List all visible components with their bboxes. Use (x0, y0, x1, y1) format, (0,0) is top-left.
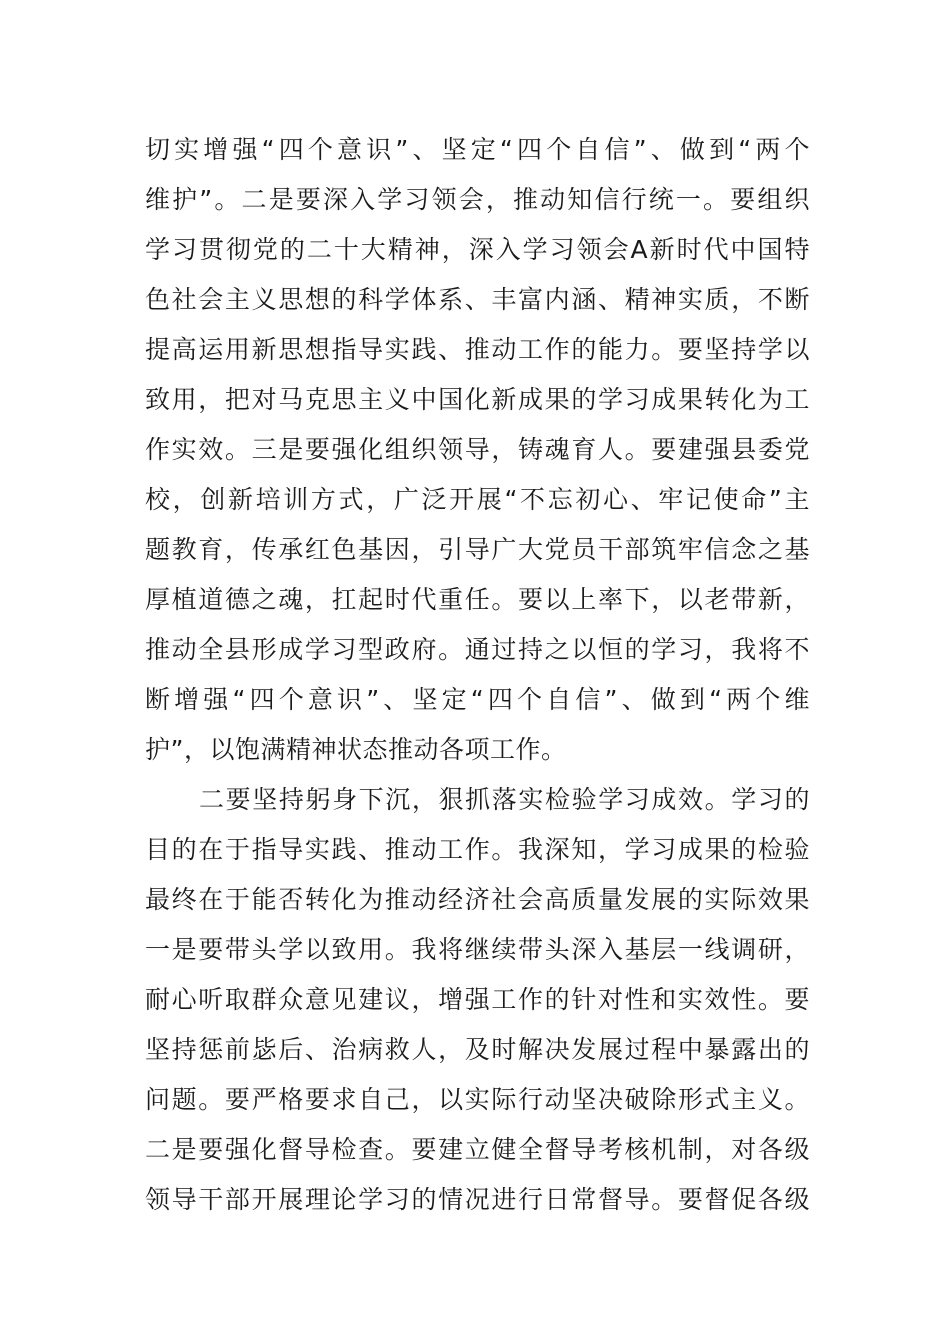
text-line: 题教育，传承红色基因，引导广大党员干部筑牢信念之基 (145, 535, 810, 564)
text-line: 作实效。三是要强化组织领导，铸魂育人。要建强县委党 (145, 435, 810, 464)
text-line: 校，创新培训方式，广泛开展“不忘初心、牢记使命”主 (145, 485, 810, 514)
text-line: 学习贯彻党的二十大精神，深入学习领会A新时代中国特 (145, 235, 810, 264)
paragraph-start-line: 二要坚持躬身下沉，狠抓落实检验学习成效。学习的 (199, 785, 810, 814)
text-line: 切实增强“四个意识”、坚定“四个自信”、做到“两个 (145, 135, 810, 164)
text-line: 领导干部开展理论学习的情况进行日常督导。要督促各级 (145, 1185, 810, 1214)
text-line: 问题。要严格要求自己，以实际行动坚决破除形式主义。 (145, 1085, 810, 1114)
text-line: 断增强“四个意识”、坚定“四个自信”、做到“两个维 (145, 685, 810, 714)
text-line: 推动全县形成学习型政府。通过持之以恒的学习，我将不 (145, 635, 810, 664)
text-line: 维护”。二是要深入学习领会，推动知信行统一。要组织 (145, 185, 810, 214)
text-line: 致用，把对马克思主义中国化新成果的学习成果转化为工 (145, 385, 810, 414)
paragraph-end-line: 护”，以饱满精神状态推动各项工作。 (145, 735, 567, 764)
text-line: 一是要带头学以致用。我将继续带头深入基层一线调研， (145, 935, 810, 964)
text-line: 色社会主义思想的科学体系、丰富内涵、精神实质，不断 (145, 285, 810, 314)
body-text (145, 125, 810, 1225)
text-line: 最终在于能否转化为推动经济社会高质量发展的实际效果 (145, 885, 810, 914)
text-line: 坚持惩前毖后、治病救人，及时解决发展过程中暴露出的 (145, 1035, 810, 1064)
text-line: 提高运用新思想指导实践、推动工作的能力。要坚持学以 (145, 335, 810, 364)
text-line: 耐心听取群众意见建议，增强工作的针对性和实效性。要 (145, 985, 810, 1014)
text-line: 二是要强化督导检查。要建立健全督导考核机制，对各级 (145, 1135, 810, 1164)
text-line: 厚植道德之魂，扛起时代重任。要以上率下，以老带新， (145, 585, 810, 614)
text-line: 目的在于指导实践、推动工作。我深知，学习成果的检验 (145, 835, 810, 864)
